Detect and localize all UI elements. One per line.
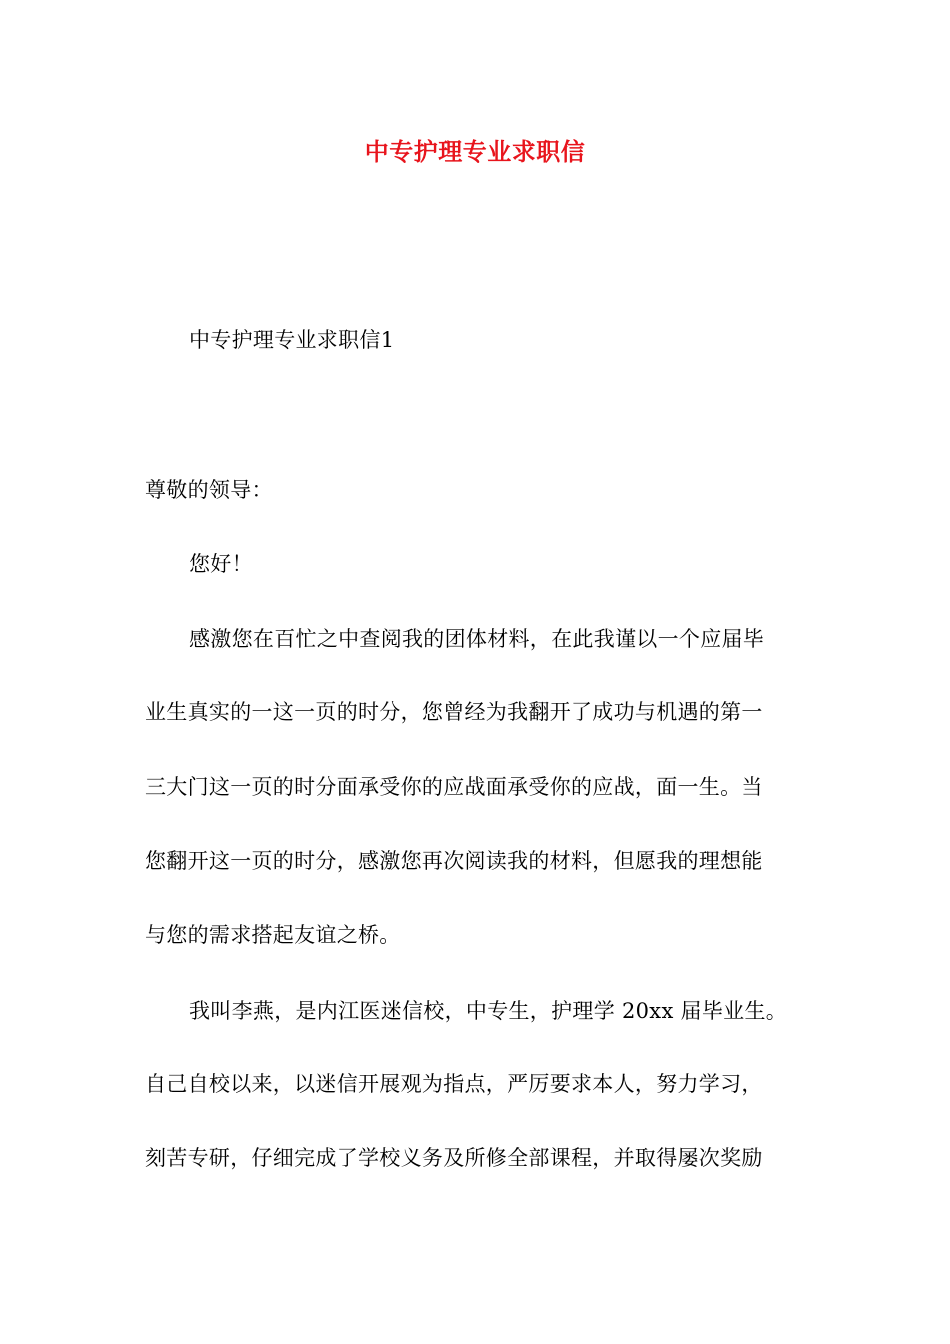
greeting: 您好！ [189, 552, 253, 576]
paragraph-line: 与您的需求搭起友谊之桥。 [145, 923, 401, 947]
paragraph-line: 自己自校以来，以迷信开展观为指点，严厉要求本人，努力学习， [145, 1072, 763, 1096]
paragraph-line: 您翻开这一页的时分，感激您再次阅读我的材料，但愿我的理想能 [145, 849, 763, 873]
salutation: 尊敬的领导： [145, 478, 273, 502]
paragraph-line: 刻苦专研，仔细完成了学校义务及所修全部课程，并取得屡次奖励 [145, 1146, 763, 1170]
paragraph-line: 三大门这一页的时分面承受你的应战面承受你的应战，面一生。当 [145, 775, 763, 799]
paragraph-line: 感激您在百忙之中查阅我的团体材料，在此我谨以一个应届毕 [189, 627, 765, 651]
paragraph-line: 业生真实的一这一页的时分，您曾经为我翻开了成功与机遇的第一 [145, 700, 763, 724]
section-heading: 中专护理专业求职信1 [189, 328, 395, 352]
document-title: 中专护理专业求职信 [364, 137, 586, 166]
paragraph-line: 我叫李燕，是内江医迷信校，中专生，护理学 20xx 届毕业生。 [189, 999, 788, 1023]
